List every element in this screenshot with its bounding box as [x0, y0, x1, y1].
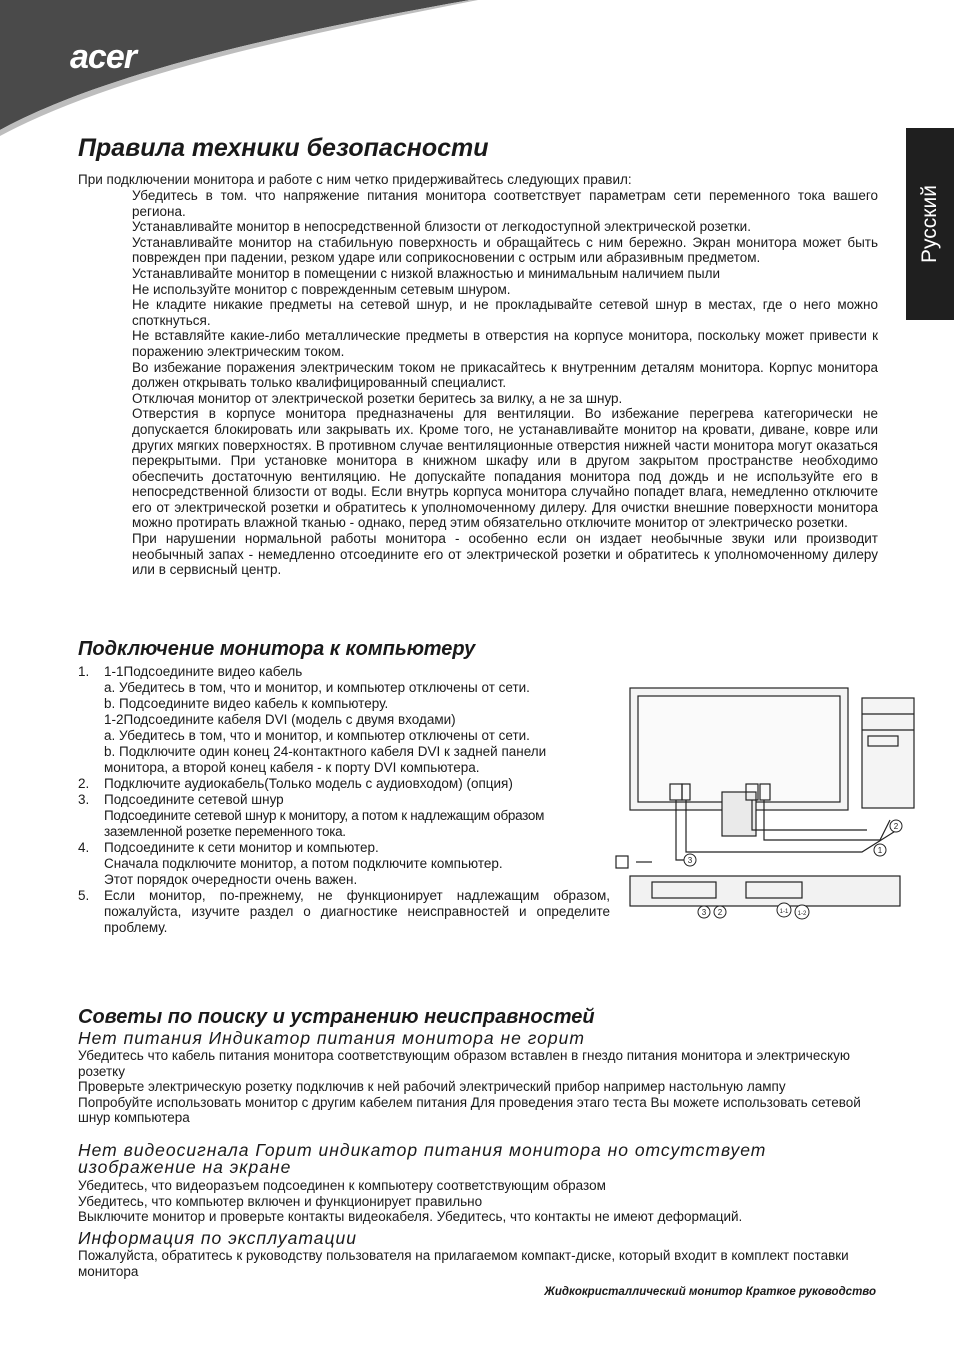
callout-label: 3 — [701, 908, 707, 917]
safety-rule: Убедитесь в том. что напряжение питания монитора соответствует параметрам сети переменного тока вашего региона. — [132, 188, 878, 219]
connection-step — [78, 840, 610, 888]
no-power-tips — [78, 1048, 878, 1126]
tip-line: Выключите монитор и проверьте контакты видеокабеля. Убедитесь, что контакты не имеют деформаций. — [78, 1209, 743, 1225]
tip-line: Пожалуйста, обратитесь к руководству пользователя на прилагаемом компакт-диске, который входит в комплект поставки монитора — [78, 1248, 849, 1279]
connection-step — [78, 792, 610, 840]
safety-rule: Устанавливайте монитор в непосредственной близости от легкодоступной электрической розетки. — [132, 219, 751, 235]
safety-rule: Не используйте монитор с поврежденным сетевым шнуром. — [132, 281, 511, 297]
step-line: b. Подключите один конец 24-контактного кабеля DVI к задней панели монитора, а второй конец кабеля - к порту DVI компьютера. — [104, 744, 547, 775]
safety-rule: Во избежание поражения электрическим током не прикасайтесь к внутренним деталям монитора. Корпус монитора должен открывать только квалифицированный специалист. — [132, 359, 878, 391]
step-line: 1-2Подсоедините кабеля DVI (модель с двумя входами) — [104, 712, 456, 727]
callout-label: 1-2 — [797, 911, 807, 917]
connection-diagram — [612, 680, 916, 920]
header-band — [0, 0, 954, 140]
safety-rule: Отверстия в корпусе монитора предназначены для вентиляции. Во избежание перегрева категорически не допускается блокировать или закрывать их. Кроме того, не устанавливайте монитор на кровати, диване, ковре или других мягких поверхностях. В противном случае вентиляционные отверстия нижней части монитора могут оказаться перекрытыми. При установке монитора в книжном шкафу или в другом закрытом пространстве необходимо обеспечить достаточную вентиляцию. Не допускайте попадания монитора под дождь и не используйте его в непосредственной близости от воды. Если внутрь корпуса монитора случайно попадет влага, немедленно отключите его от электрической розетки и обратитесь к уполномоченному дилеру. Для очистки внешние поверхности монитора можно протирать влажной тканью - однако, перед этим обязательно отключите монитор от электрическо розетки. — [132, 406, 878, 531]
step-line: Подсоедините сетевой шнур к монитору, а потом к надлежащим образом заземленной розетке переменного тока. — [104, 808, 545, 839]
safety-rule: Устанавливайте монитор в помещении с низкой влажностью и минимальным наличием пыли — [132, 265, 720, 281]
callout-label: 2 — [717, 908, 723, 917]
no-power-heading: Нет питания Индикатор питания монитора не горит — [78, 1028, 585, 1048]
safety-rule: Устанавливайте монитор на стабильную поверхность и обращайтесь с ним бережно. Экран монитора может быть поврежден при падении, резком ударе или соприкосновении с острым или абразивным предметом. — [132, 234, 878, 266]
callout-label: 3 — [687, 856, 693, 865]
callout-label: 2 — [893, 822, 899, 831]
footer-caption: Жидкокристаллический монитор Краткое руководство — [544, 1286, 876, 1298]
connection-steps — [78, 664, 610, 936]
connection-step — [78, 888, 610, 936]
step-line: Этот порядок очередности очень важен. — [104, 872, 358, 887]
step-line: b. Подсоедините видео кабель к компьютеру. — [104, 696, 389, 711]
monitor-bottom-illustration — [630, 876, 900, 906]
step-number: 2. — [78, 776, 90, 791]
safety-rules-list — [132, 188, 878, 578]
step-line: Если монитор, по-прежнему, не функционирует надлежащим образом, пожалуйста, изучите раздел о диагностике неисправностей и определите проблему. — [104, 888, 610, 935]
connection-step — [78, 664, 610, 776]
safety-rule: Отключая монитор от электрической розетки беритесь за вилку, а не за шнур. — [132, 390, 623, 406]
tip-line: Попробуйте использовать монитор с другим кабелем питания Для проведения этаго теста Вы можете использовать сетевой шнур компьютера — [78, 1094, 861, 1126]
tip-line: Убедитесь что кабель питания монитора соответствующим образом вставлен в гнездо питания монитора и электрическую розетку — [78, 1048, 851, 1079]
step-line: 1-1Подсоедините видео кабель — [104, 664, 303, 679]
step-line: a. Убедитесь в том, что и монитор, и компьютер отключены от сети. — [104, 680, 530, 695]
acer-logo: acer — [70, 38, 136, 76]
language-tab-label: Русский — [918, 185, 942, 263]
step-number: 4. — [78, 840, 90, 855]
safety-title: Правила техники безопасности — [78, 134, 489, 162]
step-number: 1. — [78, 664, 90, 679]
troubleshooting-title: Советы по поиску и устранению неисправностей — [78, 1006, 595, 1028]
connection-title: Подключение монитора к компьютеру — [78, 638, 476, 660]
tip-line: Убедитесь, что видеоразъем подсоединен к компьютеру соответствующим образом — [78, 1178, 606, 1193]
connection-step — [78, 776, 610, 792]
step-line: Подсоедините к сети монитор и компьютер. — [104, 840, 379, 855]
no-video-heading: Нет видеосигнала Горит индикатор питания монитора но отсутствует изображение на экране — [78, 1140, 767, 1177]
step-line: a. Убедитесь в том, что и монитор, и компьютер отключены от сети. — [104, 728, 530, 743]
callout-label: 1-1 — [779, 909, 789, 915]
tip-line: Убедитесь, что компьютер включен и функционирует правильно — [78, 1193, 483, 1209]
info-heading: Информация по эксплуатации — [78, 1228, 357, 1248]
safety-rule: Не вставляйте какие-либо металлические предметы в отверстия на корпусе монитора, поскольку может привести к поражению электрическим током. — [132, 328, 878, 359]
callout-label: 1 — [877, 846, 883, 855]
step-number: 3. — [78, 792, 90, 807]
safety-rule: Не кладите никакие предметы на сетевой шнур, и не прокладывайте сетевой шнур в местах, где о него можно споткнуться. — [132, 297, 878, 328]
step-line: Подключите аудиокабель(Только модель с аудиовходом) (опция) — [104, 776, 513, 791]
step-line: Сначала подключите монитор, а потом подключите компьютер. — [104, 856, 503, 871]
tip-line: Проверьте электрическую розетку подключив к ней рабочий электрический прибор например настольную лампу — [78, 1079, 786, 1095]
safety-rule: При нарушении нормальной работы монитора - особенно если он издает необычные звуки или производит необычный запах - немедленно отсоедините его от электрической розетки и обратитесь к уполномоченному дилеру или в сервисный центр. — [132, 531, 878, 578]
no-video-tips — [78, 1178, 878, 1225]
info-tips — [78, 1248, 878, 1279]
safety-intro: При подключении монитора и работе с ним четко придерживайтесь следующих правил: — [78, 172, 632, 187]
step-number: 5. — [78, 888, 90, 903]
step-line: Подсоедините сетевой шнур — [104, 792, 284, 807]
